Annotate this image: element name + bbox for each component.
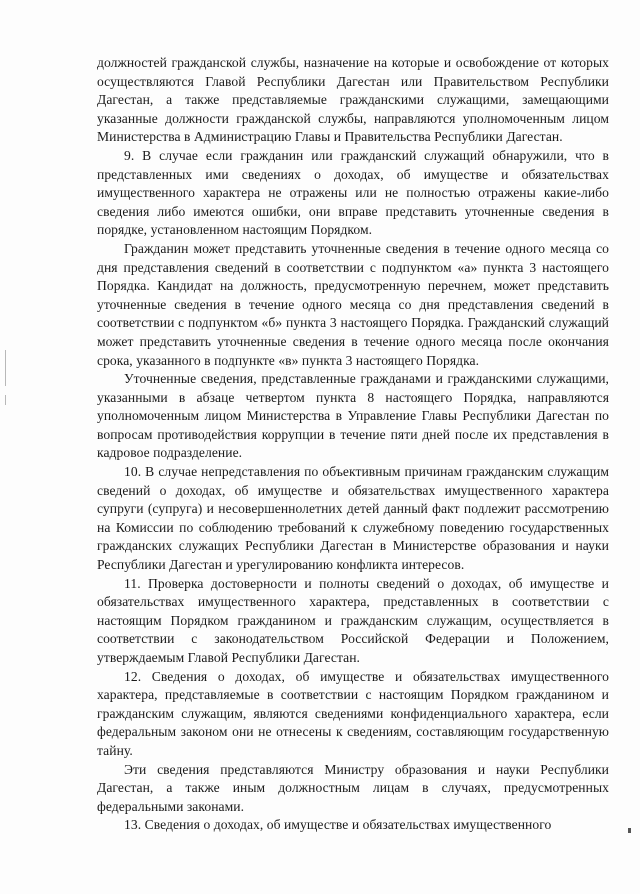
paragraph-item-11: 11. Проверка достоверности и полноты сведений о доходах, об имуществе и обязательствах имущественного характера, представленных в соответствии с настоящим Порядком гражданином и гражданским служащим, осуществляется в соответствии с законодательством Российской Федерации и Положением, утверждаемым Главой Республики Дагестан. xyxy=(97,575,609,665)
paragraph-item-12: 12. Сведения о доходах, об имуществе и обязательствах имущественного характера, представляемые в соответствии с настоящим Порядком гражданином и гражданским служащим, являются сведениями конфиденциального характера, если федеральным законом они не отнесены к сведениям, составляющим государственную тайну. xyxy=(97,668,609,758)
paragraph-item-9: 9. В случае если гражданин или гражданский служащий обнаружили, что в представленных ими сведениях о доходах, об имуществе и обязательствах имущественного характера не отражены или не полностью отражены какие-либо сведения либо имеются ошибки, они вправе представить уточненные сведения в порядке, установленном настоящим Порядком. xyxy=(97,147,609,238)
document-body xyxy=(97,54,609,835)
paragraph-citizen-clarification: Гражданин может представить уточненные сведения в течение одного месяца со дня представления сведений в соответствии с подпунктом «а» пункта 3 настоящего Порядка. Кандидат на должность, предусмотренную перечнем, может представить уточненные сведения в течение одного месяца со дня представления сведений в соответствии с подпунктом «б» пункта 3 настоящего Порядка. Гражданский служащий может представить уточненные сведения в течение одного месяца после окончания срока, указанного в подпункте «в» пункта 3 настоящего Порядка. xyxy=(97,240,609,368)
paragraph-confidential-recipients: Эти сведения представляются Министру образования и науки Республики Дагестан, а также иным должностным лицам в случаях, предусмотренных федеральными законами. xyxy=(97,761,609,814)
paragraph-clarified-info-routing: Уточненные сведения, представленные гражданами и гражданскими служащими, указанными в абзаце четвертом пункта 8 настоящего Порядка, направляются уполномоченным лицом Министерства в Управление Главы Республики Дагестан по вопросам противодействия коррупции в течение пяти дней после их представления в кадровое подразделение. xyxy=(97,371,609,461)
paragraph-item-10: 10. В случае непредставления по объективным причинам гражданским служащим сведений о доходах, об имуществе и обязательствах имущественного характера супруги (супруга) и несовершеннолетних детей данный факт подлежит рассмотрению на Комиссии по соблюдению требований к служебному поведению государственных гражданских служащих Республики Дагестан в Министерстве образования и науки Республики Дагестан и урегулированию конфликта интересов. xyxy=(97,464,609,573)
scan-artifact-left-small xyxy=(5,395,6,405)
paragraph-continuation: должностей гражданской службы, назначение на которые и освобождение от которых осуществляются Главой Республики Дагестан или Правительством Республики Дагестан, а также представляемые гражданскими служащими, замещающими указанные должности гражданской службы, направляются уполномоченным лицом Министерства в Администрацию Главы и Правительства Республики Дагестан. xyxy=(97,55,609,145)
paragraph-item-13: 13. Сведения о доходах, об имуществе и обязательствах имущественного xyxy=(124,817,552,833)
scan-artifact-left xyxy=(5,350,6,386)
scan-artifact-right xyxy=(628,828,631,833)
